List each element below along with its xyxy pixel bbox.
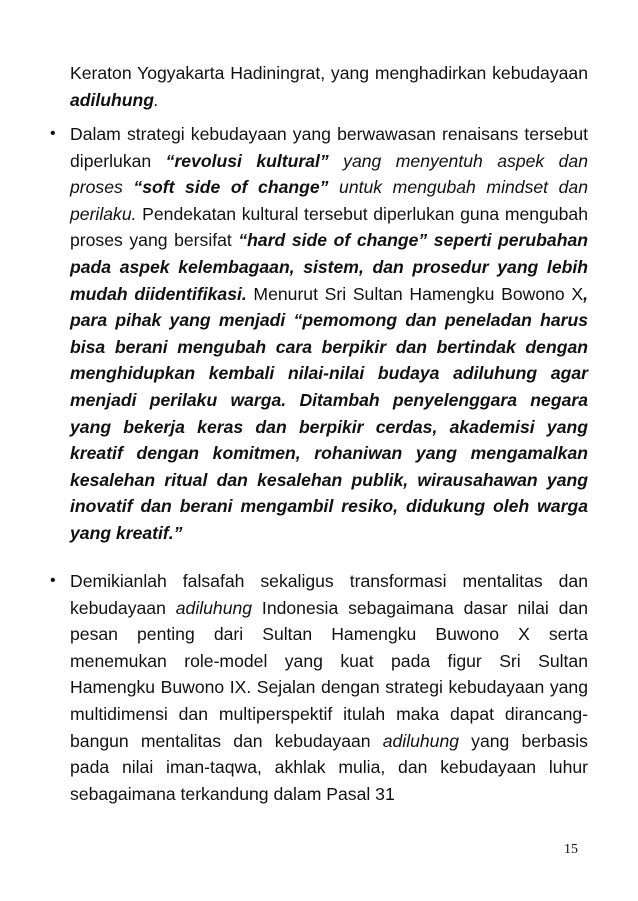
strategy-text-2: yang menyentuh aspek dan proses	[70, 150, 588, 198]
conclusion-text-2: Indonesia sebagaimana dasar nilai dan pesan penting dari Sultan Hamengku Buwono X serta menemukan role-model yang kuat pada figur Sri Sultan Hamengku Buwono IX. Sejalan dengan strategi kebudayaan yang multidimensi dan multiperspektif itulah maka dapat dirancang-bangun mentalitas dan kebudayaan	[70, 597, 589, 751]
strategy-text-1: Dalam strategi kebudayaan yang berwawasan renaisans tersebut diperlukan	[70, 124, 588, 171]
strategy-soft-side: “soft side of change”	[133, 177, 329, 198]
strategy-text	[70, 121, 588, 547]
strategy-text-4: Pendekatan kultural tersebut diperlukan guna mengubah proses yang bersifat	[70, 203, 588, 251]
strategy-revolusi: “revolusi kultural”	[165, 150, 329, 171]
conclusion-paragraph	[70, 568, 588, 807]
intro-period: .	[154, 89, 159, 110]
intro-text-1: Keraton Yogyakarta Hadiningrat, yang menghadirkan kebudayaan	[70, 63, 588, 83]
conclusion-adiluhung-1: adiluhung	[175, 597, 253, 618]
strategy-paragraph	[70, 121, 588, 547]
conclusion-text	[70, 568, 588, 807]
strategy-text-5: Menurut Sri Sultan Hamengku Bowono X	[246, 283, 584, 304]
intro-paragraph	[70, 60, 588, 113]
conclusion-text-3: yang berbasis pada nilai iman-taqwa, akhlak mulia, dan kebudayaan luhur sebagaimana terkandung dalam Pasal 31	[70, 730, 588, 804]
intro-adiluhung: adiluhung	[70, 89, 155, 110]
bullet-conclusion: •	[50, 572, 56, 589]
conclusion-text-1: Demikianlah falsafah sekaligus transformasi mentalitas dan kebudayaan	[70, 571, 588, 618]
strategy-text-3: untuk mengubah mindset dan perilaku.	[70, 177, 588, 224]
strategy-quote: , para pihak yang menjadi “pemomong dan peneladan harus bisa berani mengubah cara berpikir dan bertindak dengan menghidupkan kembali nilai-nilai budaya adiluhung agar menjadi perilaku warga. Ditambah penyelenggara negara yang bekerja keras dan berpikir cerdas, akademisi yang kreatif dengan komitmen, rohaniwan yang mengamalkan kesalehan ritual dan kesalehan publik, wirausahawan yang inovatif dan berani mengambil resiko, didukung oleh warga yang kreatif.”	[70, 283, 588, 543]
page-number: 15	[564, 842, 578, 857]
bullet-strategy: •	[50, 125, 56, 142]
strategy-hard-side: “hard side of change” seperti perubahan pada aspek kelembagaan, sistem, dan prosedur yang lebih mudah diidentifikasi.	[70, 230, 588, 304]
intro-text	[70, 60, 588, 113]
conclusion-adiluhung-2: adiluhung	[382, 730, 460, 751]
